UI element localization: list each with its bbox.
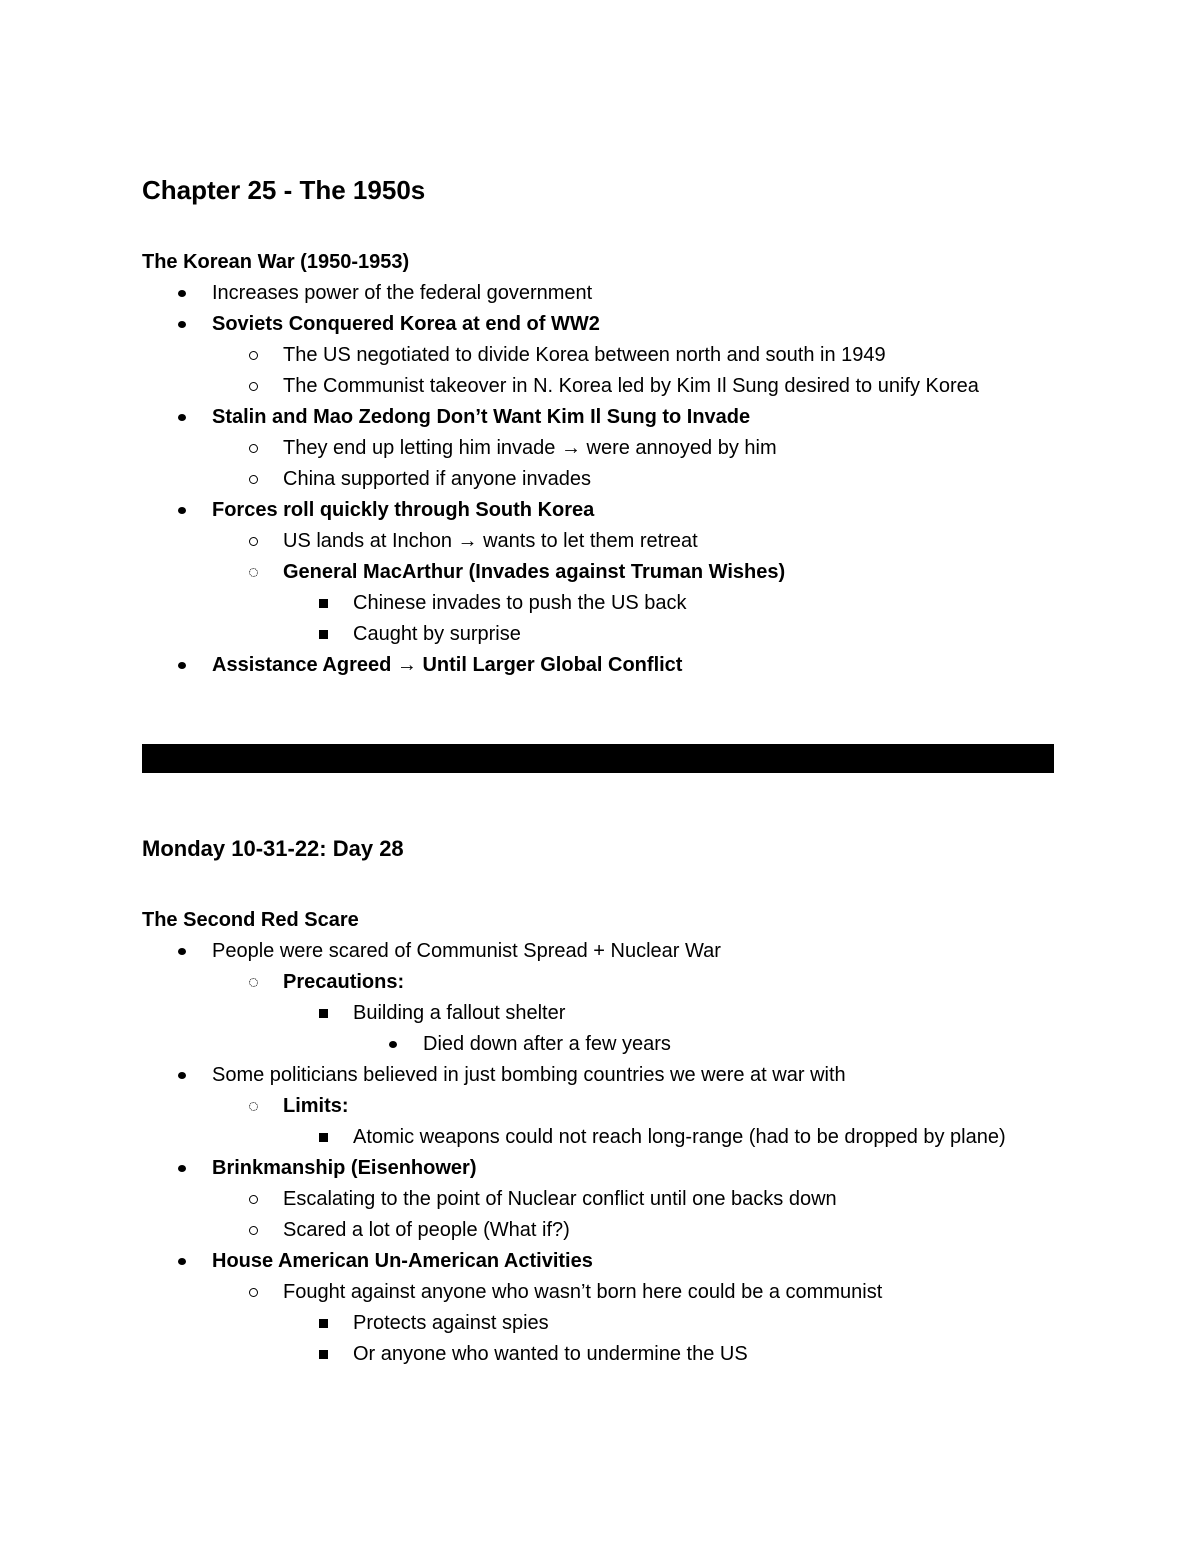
list-item: Fought against anyone who wasn’t born here could be a communist xyxy=(142,1277,1062,1308)
bullet-disc-icon xyxy=(174,278,190,309)
bullet-square-icon xyxy=(315,998,331,1029)
bullet-circle-icon xyxy=(245,340,261,371)
bullet-disc-icon xyxy=(174,936,190,967)
bullet-circle-icon xyxy=(245,464,261,495)
list-item: Escalating to the point of Nuclear conflict until one backs down xyxy=(142,1184,1062,1215)
bullet-disc-icon xyxy=(174,402,190,433)
list-item: The US negotiated to divide Korea between north and south in 1949 xyxy=(142,340,1062,371)
list-item: Building a fallout shelter xyxy=(142,998,1062,1029)
list-item: House American Un-American Activities xyxy=(142,1246,1062,1277)
list-item: Stalin and Mao Zedong Don’t Want Kim Il Sung to Invade xyxy=(142,402,1062,433)
list-item: Forces roll quickly through South Korea xyxy=(142,495,1062,526)
bullet-circle-icon xyxy=(245,433,261,464)
bullet-dotted-circle-icon xyxy=(245,1091,261,1122)
bullet-disc-icon xyxy=(174,495,190,526)
bullet-circle-icon xyxy=(245,1215,261,1246)
list-item: Precautions: xyxy=(142,967,1062,998)
bullet-circle-icon xyxy=(245,1277,261,1308)
list-item: General MacArthur (Invades against Truman Wishes) xyxy=(142,557,1062,588)
bullet-disc-icon xyxy=(174,1060,190,1091)
list-item: They end up letting him invade → were annoyed by him xyxy=(142,433,1062,464)
red-scare-section xyxy=(142,905,1062,1370)
korean-war-section xyxy=(142,247,1062,681)
list-item: Or anyone who wanted to undermine the US xyxy=(142,1339,1062,1370)
bullet-disc-icon xyxy=(174,650,190,681)
section-heading: The Second Red Scare xyxy=(142,909,359,931)
list-item: Increases power of the federal government xyxy=(142,278,1062,309)
list-item: Atomic weapons could not reach long-range (had to be dropped by plane) xyxy=(142,1122,1058,1153)
list-item: Brinkmanship (Eisenhower) xyxy=(142,1153,1062,1184)
red-scare-list xyxy=(142,936,1062,1370)
list-item: The Communist takeover in N. Korea led by Kim Il Sung desired to unify Korea xyxy=(142,371,1103,402)
bullet-circle-icon xyxy=(245,1184,261,1215)
bullet-dotted-circle-icon xyxy=(245,967,261,998)
bullet-dotted-circle-icon xyxy=(245,557,261,588)
section-heading: The Korean War (1950-1953) xyxy=(142,251,410,273)
list-item: Chinese invades to push the US back xyxy=(142,588,1062,619)
bullet-square-icon xyxy=(315,588,331,619)
bullet-disc-icon xyxy=(174,1153,190,1184)
divider-bar xyxy=(142,744,1054,773)
bullet-disc-icon xyxy=(174,1246,190,1277)
list-item: Scared a lot of people (What if?) xyxy=(142,1215,1062,1246)
day-title: Monday 10-31-22: Day 28 xyxy=(142,836,404,861)
bullet-square-icon xyxy=(315,1308,331,1339)
bullet-circle-icon xyxy=(245,526,261,557)
korean-war-list xyxy=(142,278,1062,681)
list-item: Protects against spies xyxy=(142,1308,1062,1339)
bullet-disc-icon xyxy=(174,309,190,340)
list-item: Limits: xyxy=(142,1091,1062,1122)
chapter-title: Chapter 25 - The 1950s xyxy=(142,175,426,205)
list-item: Assistance Agreed → Until Larger Global Conflict xyxy=(142,650,1062,681)
bullet-disc-icon xyxy=(385,1029,401,1060)
list-item: US lands at Inchon → wants to let them retreat xyxy=(142,526,1062,557)
list-item: Soviets Conquered Korea at end of WW2 xyxy=(142,309,1062,340)
bullet-circle-icon xyxy=(245,371,261,402)
list-item: Died down after a few years xyxy=(142,1029,1062,1060)
list-item: People were scared of Communist Spread + Nuclear War xyxy=(142,936,1062,967)
list-item: Caught by surprise xyxy=(142,619,1062,650)
bullet-square-icon xyxy=(315,1122,331,1153)
bullet-square-icon xyxy=(315,1339,331,1370)
bullet-square-icon xyxy=(315,619,331,650)
list-item: China supported if anyone invades xyxy=(142,464,1062,495)
list-item: Some politicians believed in just bombing countries we were at war with xyxy=(142,1060,1062,1091)
